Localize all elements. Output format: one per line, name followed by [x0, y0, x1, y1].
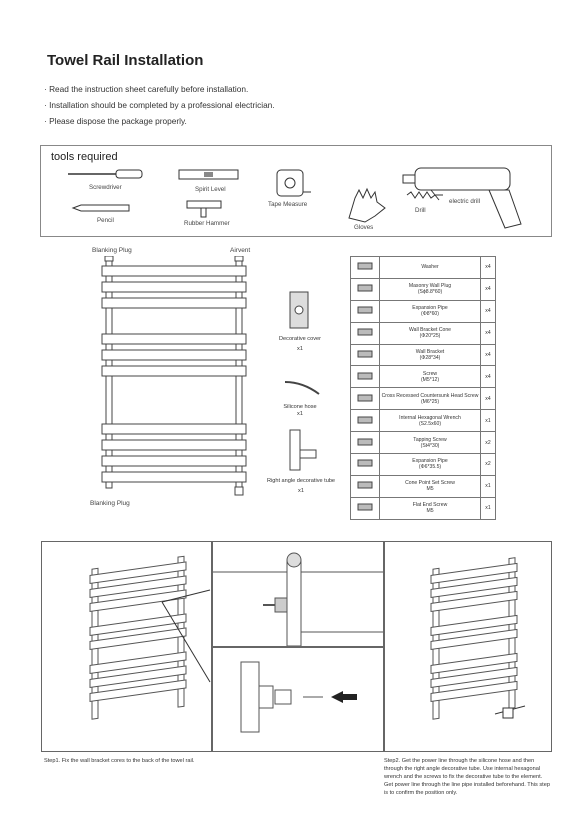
parts-row — [351, 278, 496, 300]
part-icon — [355, 259, 375, 273]
step2-rail-drawing — [385, 542, 551, 751]
tape-measure-icon — [273, 164, 313, 200]
step1-panel — [41, 541, 212, 752]
part-name: Internal Hexagonal Wrench — [399, 414, 461, 421]
part-name: Cone Point Set Screw — [405, 480, 455, 487]
part-icon — [355, 456, 375, 470]
blanking-plug-bottom-label: Blanking Plug — [90, 500, 130, 507]
spirit-level-label: Spirit Level — [195, 186, 226, 193]
intro-line-2: · Installation should be completed by a professional electrician. — [44, 100, 275, 110]
part-name: Tapping Screw — [413, 436, 447, 443]
part-name-cell — [380, 475, 481, 497]
part-name-cell — [380, 497, 481, 519]
parts-row — [351, 300, 496, 322]
drill-bit-icon — [405, 190, 445, 200]
part-icon-cell — [351, 366, 380, 388]
part-name: Cross Recessed Countersunk Head Screw — [381, 392, 479, 399]
part-qty: x4 — [481, 322, 496, 344]
part-spec: (Φ28*34) — [419, 355, 441, 361]
part-qty: x1 — [481, 497, 496, 519]
part-qty: x4 — [481, 344, 496, 366]
part-qty: x4 — [481, 278, 496, 300]
part-qty: x2 — [481, 432, 496, 454]
part-icon — [355, 435, 375, 449]
parts-row — [351, 475, 496, 497]
part-spec: (Φ8*60) — [421, 311, 439, 318]
pencil-icon — [71, 204, 131, 212]
part-name: Washer — [421, 264, 439, 271]
part-icon-cell — [351, 475, 380, 497]
tools-required-box — [40, 145, 552, 237]
screw-detail-drawing — [213, 648, 383, 751]
step1-rail-drawing — [42, 542, 211, 751]
parts-row — [351, 322, 496, 344]
tools-heading: tools required — [51, 151, 118, 163]
screwdriver-label: Screwdriver — [89, 184, 122, 191]
part-name: Screw — [422, 370, 438, 377]
part-name: Flat End Screw — [412, 502, 448, 509]
part-name-cell — [380, 322, 481, 344]
part-name: Expansion Pipe — [412, 305, 448, 312]
blanking-plug-top-label: Blanking Plug — [92, 247, 132, 254]
part-spec: M5 — [426, 508, 434, 515]
spirit-level-icon — [178, 168, 240, 182]
right-angle-tube-qty: x1 — [298, 488, 304, 494]
bracket-detail-panel — [212, 541, 384, 647]
part-name: Masonry Wall Plug — [408, 283, 452, 290]
intro-line-1: · Read the instruction sheet carefully before installation. — [44, 84, 249, 94]
step2-panel — [384, 541, 552, 752]
part-icon — [355, 413, 375, 427]
decorative-cover-icon — [288, 290, 310, 330]
part-icon — [355, 478, 375, 492]
part-icon — [355, 369, 375, 383]
step1-text: Step1. Fix the wall bracket cores to the back of the towel rail. — [44, 758, 195, 764]
part-spec: (Φ6*35.5) — [418, 464, 442, 471]
silicone-hose-label: Silicone hose — [283, 404, 317, 410]
part-spec: (Sϕ8.8*60) — [417, 289, 443, 296]
part-name-cell — [380, 278, 481, 300]
part-name-cell — [380, 432, 481, 454]
part-name-cell — [380, 300, 481, 322]
part-spec: M5 — [426, 486, 434, 493]
gloves-icon — [345, 186, 387, 224]
part-icon — [355, 391, 375, 405]
airvent-label: Airvent — [230, 247, 251, 254]
part-icon-cell — [351, 432, 380, 454]
parts-row — [351, 366, 496, 388]
parts-row — [351, 432, 496, 454]
part-qty: x1 — [481, 475, 496, 497]
part-spec: (Φ20*25) — [419, 333, 441, 340]
screw-detail-panel — [212, 647, 384, 752]
parts-row — [351, 410, 496, 432]
part-spec: (St4*30) — [420, 442, 440, 449]
part-name: Wall Bracket Cone — [409, 327, 451, 334]
parts-row — [351, 497, 496, 519]
right-angle-tube-icon — [284, 428, 320, 472]
part-icon-cell — [351, 257, 380, 279]
part-icon-cell — [351, 322, 380, 344]
part-icon — [355, 347, 375, 361]
part-name-cell — [380, 454, 481, 476]
part-spec: (S2.5x60) — [418, 420, 442, 427]
towel-rail-diagram — [98, 256, 258, 496]
drill-label: Drill — [415, 207, 426, 214]
electric-drill-label: electric drill — [449, 198, 480, 205]
page-title: Towel Rail Installation — [47, 52, 204, 69]
parts-row — [351, 257, 496, 279]
parts-table — [350, 256, 496, 520]
part-icon-cell — [351, 278, 380, 300]
screwdriver-icon — [66, 168, 146, 180]
part-name: Wall Bracket — [415, 349, 445, 355]
decorative-cover-qty: x1 — [297, 346, 303, 352]
rubber-hammer-icon — [186, 200, 222, 218]
parts-row — [351, 388, 496, 410]
part-name-cell — [380, 366, 481, 388]
part-icon — [355, 325, 375, 339]
intro-line-3: · Please dispose the package properly. — [44, 116, 187, 126]
right-angle-tube-label: Right angle decorative tube — [266, 478, 336, 484]
part-qty: x4 — [481, 366, 496, 388]
part-icon — [355, 281, 375, 295]
part-spec: (M5*12) — [420, 376, 440, 383]
part-name: Expansion Pipe — [412, 458, 448, 465]
tape-measure-label: Tape Measure — [268, 201, 308, 208]
part-spec: (M6*25) — [420, 398, 440, 405]
part-icon-cell — [351, 300, 380, 322]
part-name-cell — [380, 388, 481, 410]
parts-row — [351, 454, 496, 476]
gloves-label: Gloves — [354, 224, 374, 231]
decorative-cover-label: Decorative cover — [279, 336, 321, 342]
step2-text: Step2. Get the power line through the silicone hose and then through the right angle decorative tube. Use internal hexagonal wrench and the screws to fix the decorative tube to the element. Get power line through the line pipe installed beforehand. This step is to confirm the position only. — [384, 758, 550, 796]
part-qty: x2 — [481, 454, 496, 476]
silicone-hose-qty: x1 — [297, 411, 303, 417]
part-qty: x4 — [481, 388, 496, 410]
bracket-detail-drawing — [213, 542, 383, 646]
part-qty: x1 — [481, 410, 496, 432]
rubber-hammer-label: Rubber Hammer — [184, 220, 230, 227]
part-icon-cell — [351, 497, 380, 519]
pencil-label: Pencil — [97, 217, 114, 224]
parts-row — [351, 344, 496, 366]
part-qty: x4 — [481, 257, 496, 279]
part-icon — [355, 500, 375, 514]
part-name-cell — [380, 344, 481, 366]
part-icon-cell — [351, 388, 380, 410]
part-icon-cell — [351, 344, 380, 366]
silicone-hose-icon — [283, 378, 323, 398]
part-qty: x4 — [481, 300, 496, 322]
part-icon-cell — [351, 454, 380, 476]
part-icon-cell — [351, 410, 380, 432]
part-name-cell — [380, 410, 481, 432]
part-name-cell — [380, 257, 481, 279]
part-icon — [355, 303, 375, 317]
